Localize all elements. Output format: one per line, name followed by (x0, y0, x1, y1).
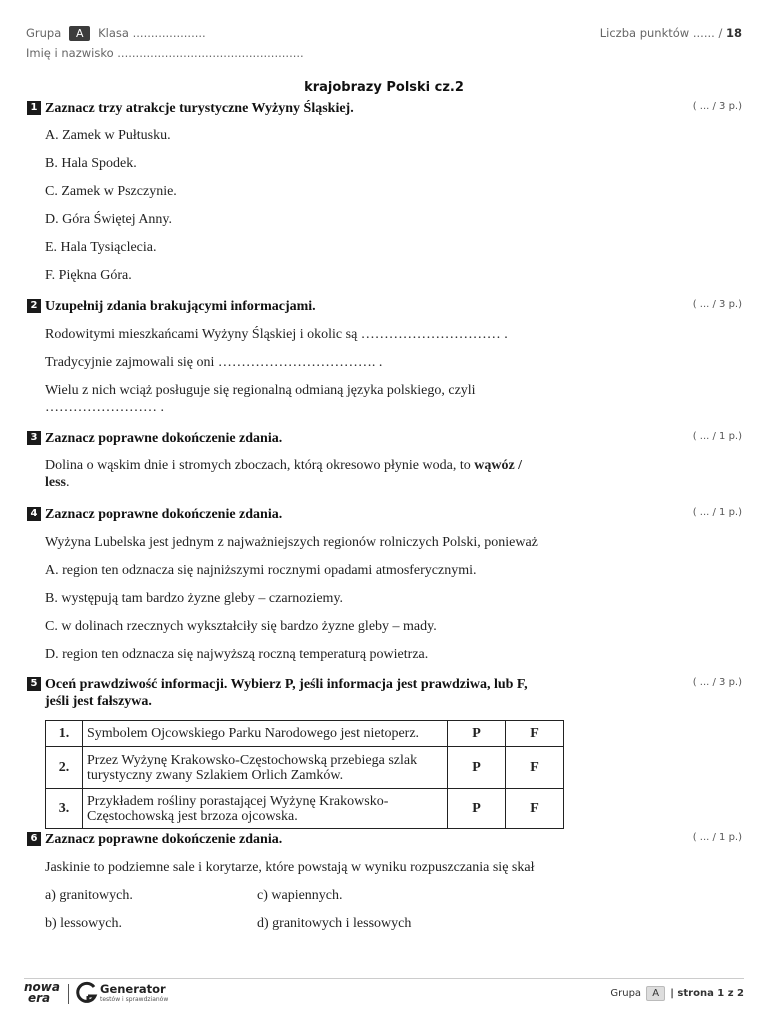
question-number: 1 (27, 101, 41, 115)
question-text: Zaznacz trzy atrakcje turystyczne Wyżyny Śląskiej. (45, 101, 354, 116)
option-d[interactable]: d) granitowych i lessowych (257, 916, 412, 931)
false-option[interactable]: F (506, 747, 564, 789)
choice-wawoz[interactable]: wąwóz / (474, 458, 523, 473)
group-label: Grupa (26, 26, 62, 40)
question-text: Zaznacz poprawne dokończenie zdania. (45, 431, 283, 446)
name-field: Imię i nazwisko ................................................... (26, 46, 304, 60)
fill-line-2[interactable]: Tradycyjnie zajmowali się oni ……………………………. . (45, 355, 383, 370)
question-points: ( ... / 1 p.) (692, 431, 742, 442)
question-stem: Jaskinie to podziemne sale i korytarze, które powstają w wyniku rozpuszczania się skał (45, 860, 535, 875)
question-points: ( ... / 3 p.) (692, 101, 742, 112)
table-row (46, 721, 564, 747)
question-stem: Wyżyna Lubelska jest jednym z najważniejszych regionów rolniczych Polski, ponieważ (45, 535, 538, 550)
row-number: 1. (46, 721, 83, 747)
question-1-header (27, 100, 354, 117)
question-points: ( ... / 1 p.) (692, 832, 742, 843)
question-number: 6 (27, 832, 41, 846)
group-badge: A (69, 26, 91, 41)
sentence-end: . (66, 475, 70, 490)
statement: Symbolem Ojcowskiego Parku Narodowego jest nietoperz. (83, 721, 448, 747)
question-points: ( ... / 1 p.) (692, 507, 742, 518)
class-field: Klasa .................... (98, 26, 206, 40)
sentence-text: Dolina o wąskim dnie i stromych zboczach, którą okresowo płynie woda, to (45, 458, 475, 473)
false-option[interactable]: F (506, 789, 564, 829)
row-number: 3. (46, 789, 83, 829)
footer-group-badge: A (646, 986, 665, 1001)
option-a[interactable]: A. region ten odznacza się najniższymi rocznymi opadami atmosferycznymi. (45, 563, 477, 578)
generator-label: Generator (100, 982, 166, 996)
option-d[interactable]: D. region ten odznacza się najwyższą roczną temperaturą powietrza. (45, 647, 429, 662)
question-number: 2 (27, 299, 41, 313)
option-c[interactable]: C. Zamek w Pszczynie. (45, 184, 177, 199)
fill-line-3: Wielu z nich wciąż posługuje się regionalną odmianą języka polskiego, czyli (45, 383, 476, 398)
question-text: Uzupełnij zdania brakującymi informacjami. (45, 299, 316, 314)
question-points: ( ... / 3 p.) (692, 677, 742, 688)
false-option[interactable]: F (506, 721, 564, 747)
group-class-row (26, 26, 206, 41)
fill-line-4[interactable]: …………………… . (45, 400, 164, 415)
true-option[interactable]: P (448, 721, 506, 747)
question-6-header (27, 831, 282, 848)
question-text: Zaznacz poprawne dokończenie zdania. (45, 832, 283, 847)
option-b[interactable]: B. występują tam bardzo żyzne gleby – czarnoziemy. (45, 591, 344, 606)
question-number: 4 (27, 507, 41, 521)
option-c[interactable]: C. w dolinach rzecznych wykształciły się bardzo żyzne gleby – mady. (45, 619, 437, 634)
table-row (46, 789, 564, 829)
choice-less[interactable]: less (45, 475, 66, 490)
points-summary (600, 26, 742, 40)
option-e[interactable]: E. Hala Tysiąclecia. (45, 240, 157, 255)
statement: Przykładem rośliny porastającej Wyżynę Krakowsko-Częstochowską jest brzoza ojcowska. (83, 789, 448, 829)
points-label: Liczba punktów ...... / (599, 26, 723, 40)
page-title: krajobrazy Polski cz.2 (304, 80, 464, 95)
table-row (46, 747, 564, 789)
option-d[interactable]: D. Góra Świętej Anny. (45, 212, 173, 227)
option-a[interactable]: a) granitowych. (45, 888, 133, 903)
question-2-header (27, 298, 316, 315)
logo-separator (68, 984, 69, 1004)
option-c[interactable]: c) wapiennych. (257, 888, 343, 903)
nowa-era-logo (24, 982, 60, 1004)
logo-line1: nowa (24, 980, 60, 994)
option-b[interactable]: B. Hala Spodek. (45, 156, 137, 171)
question-points: ( ... / 3 p.) (692, 299, 742, 310)
true-option[interactable]: P (448, 789, 506, 829)
footer-page-info (610, 986, 744, 1001)
generator-sublabel: testów i sprawdzianów (100, 996, 169, 1003)
question-5-header (27, 676, 528, 710)
question-number: 3 (27, 431, 41, 445)
generator-g-icon (76, 981, 98, 1005)
q3-sentence (45, 457, 565, 491)
footer-group-label: Grupa (610, 988, 642, 999)
fill-line-1[interactable]: Rodowitymi mieszkańcami Wyżyny Śląskiej i okolic są ………………………… . (45, 327, 508, 342)
true-option[interactable]: P (448, 747, 506, 789)
logo-line2: era (28, 991, 51, 1005)
question-text (45, 676, 528, 710)
row-number: 2. (46, 747, 83, 789)
question-number: 5 (27, 677, 41, 691)
option-b[interactable]: b) lessowych. (45, 916, 122, 931)
page-indicator: | strona 1 z 2 (670, 988, 744, 999)
points-total: 18 (725, 26, 742, 40)
question-3-header (27, 430, 282, 447)
question-4-header (27, 506, 282, 523)
question-text-line1: Oceń prawdziwość informacji. Wybierz P, jeśli informacja jest prawdziwa, lub F, (45, 677, 528, 692)
question-text: Zaznacz poprawne dokończenie zdania. (45, 507, 283, 522)
option-f[interactable]: F. Piękna Góra. (45, 268, 132, 283)
statement: Przez Wyżynę Krakowsko-Częstochowską przebiega szlak turystyczny zwany Szlakiem Orlich Zamków. (83, 747, 448, 789)
option-a[interactable]: A. Zamek w Pułtusku. (45, 128, 171, 143)
footer-divider (24, 978, 744, 979)
question-text-line2: jeśli jest fałszywa. (45, 694, 152, 709)
true-false-table (45, 720, 564, 829)
